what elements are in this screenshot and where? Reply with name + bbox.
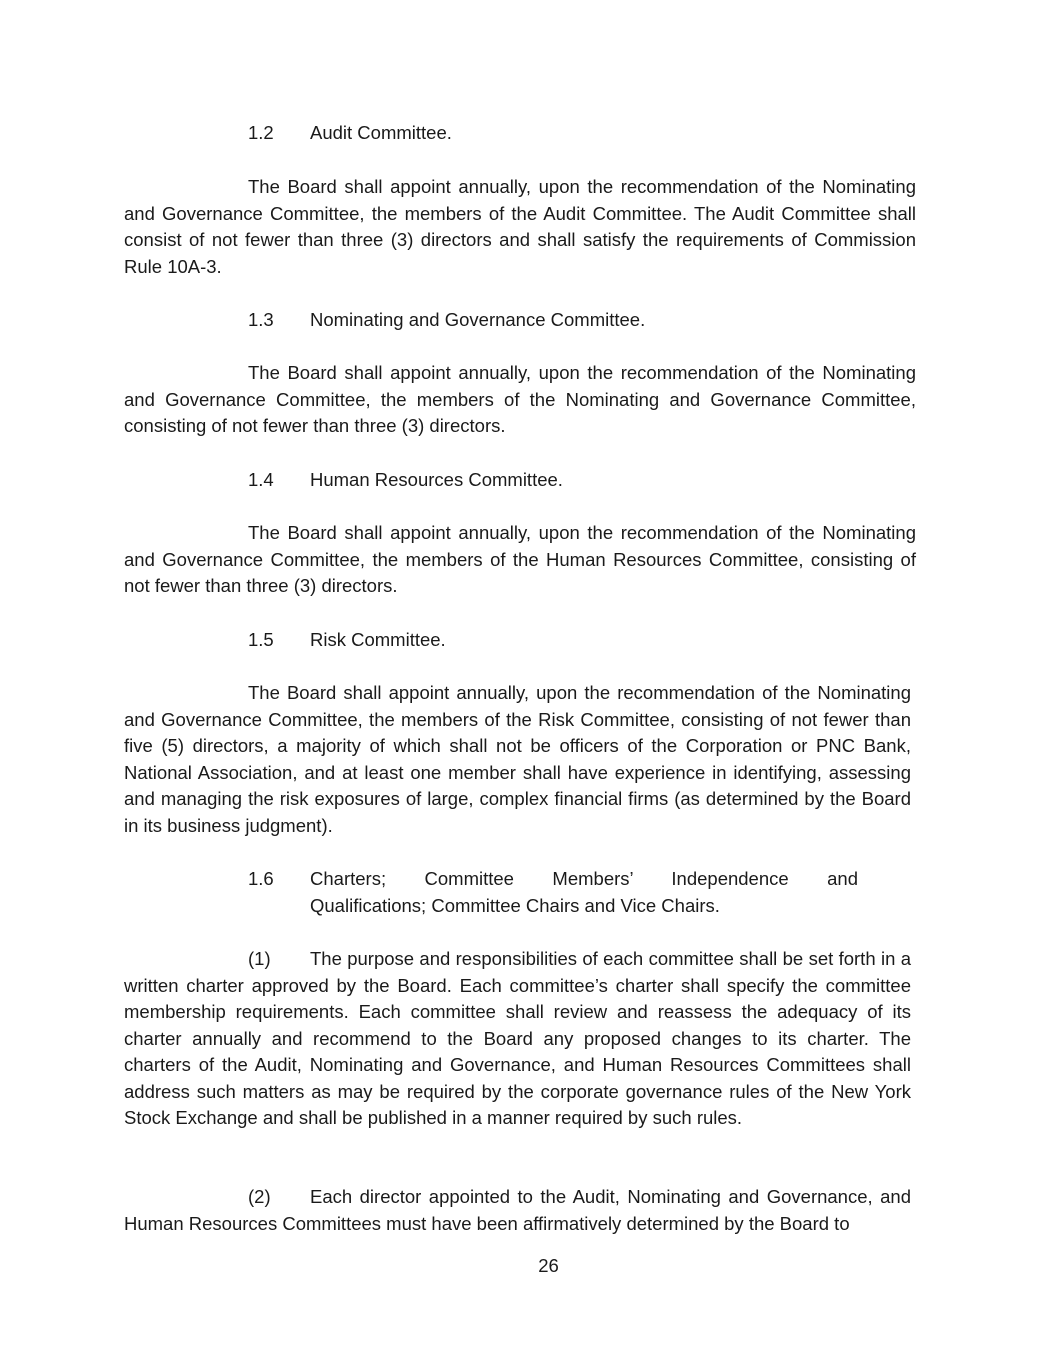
subsection-2 (124, 1184, 911, 1237)
subsection-number: (2) (248, 1186, 271, 1207)
section-heading-1-3 (248, 307, 645, 334)
section-number: 1.4 (248, 469, 274, 490)
section-body-1-5: The Board shall appoint annually, upon the recommendation of the Nominating and Governance Committee, the members of the Risk Committee, consisting of not fewer than five (5) directors, a majority of which shall not be officers of the Corporation or PNC Bank, National Association, and at least one member shall have experience in identifying, assessing and managing the risk exposures of large, complex financial firms (as determined by the Board in its business judgment). (124, 682, 911, 836)
section-title-line-2: Qualifications; Committee Chairs and Vice Chairs. (310, 894, 720, 916)
section-title-line-1: Charters; Committee Members’ Independence and (310, 868, 858, 889)
page-number: 26 (538, 1255, 559, 1276)
section-title (310, 866, 858, 919)
subsection-number: (1) (248, 948, 271, 969)
subsection-body: The purpose and responsibilities of each committee shall be set forth in a written charter approved by the Board. Each committee’s charter shall specify the committee membership requirements. Each committee shall review and reassess the adequacy of its charter annually and recommend to the Board any proposed changes to its charter. The charters of the Audit, Nominating and Governance, and Human Resources Committees shall address such matters as may be required by the corporate governance rules of the New York Stock Exchange and shall be published in a manner required by such rules. (124, 948, 911, 1128)
subsection-1 (124, 946, 911, 1132)
section-title: Audit Committee. (310, 122, 452, 143)
section-heading-1-2 (248, 120, 452, 147)
section-body-1-2: The Board shall appoint annually, upon the recommendation of the Nominating and Governance Committee, the members of the Audit Committee. The Audit Committee shall consist of not fewer than three (3) directors and shall satisfy the requirements of Commission Rule 10A-3. (124, 176, 916, 277)
section-body-1-3: The Board shall appoint annually, upon the recommendation of the Nominating and Governance Committee, the members of the Nominating and Governance Committee, consisting of not fewer than three (3) directors. (124, 362, 916, 436)
section-title: Risk Committee. (310, 629, 446, 650)
section-body-1-4: The Board shall appoint annually, upon the recommendation of the Nominating and Governance Committee, the members of the Human Resources Committee, consisting of not fewer than three (3) directors. (124, 522, 916, 596)
section-heading-1-6 (248, 866, 858, 919)
section-heading-1-4 (248, 467, 563, 494)
section-title: Human Resources Committee. (310, 469, 563, 490)
section-title: Nominating and Governance Committee. (310, 309, 646, 330)
section-number: 1.5 (248, 629, 274, 650)
section-heading-1-5 (248, 627, 446, 654)
section-number: 1.2 (248, 122, 274, 143)
section-number: 1.6 (248, 868, 274, 889)
section-number: 1.3 (248, 309, 274, 330)
subsection-body: Each director appointed to the Audit, Nominating and Governance, and Human Resources Committees must have been affirmatively determined by the Board to (124, 1186, 911, 1234)
